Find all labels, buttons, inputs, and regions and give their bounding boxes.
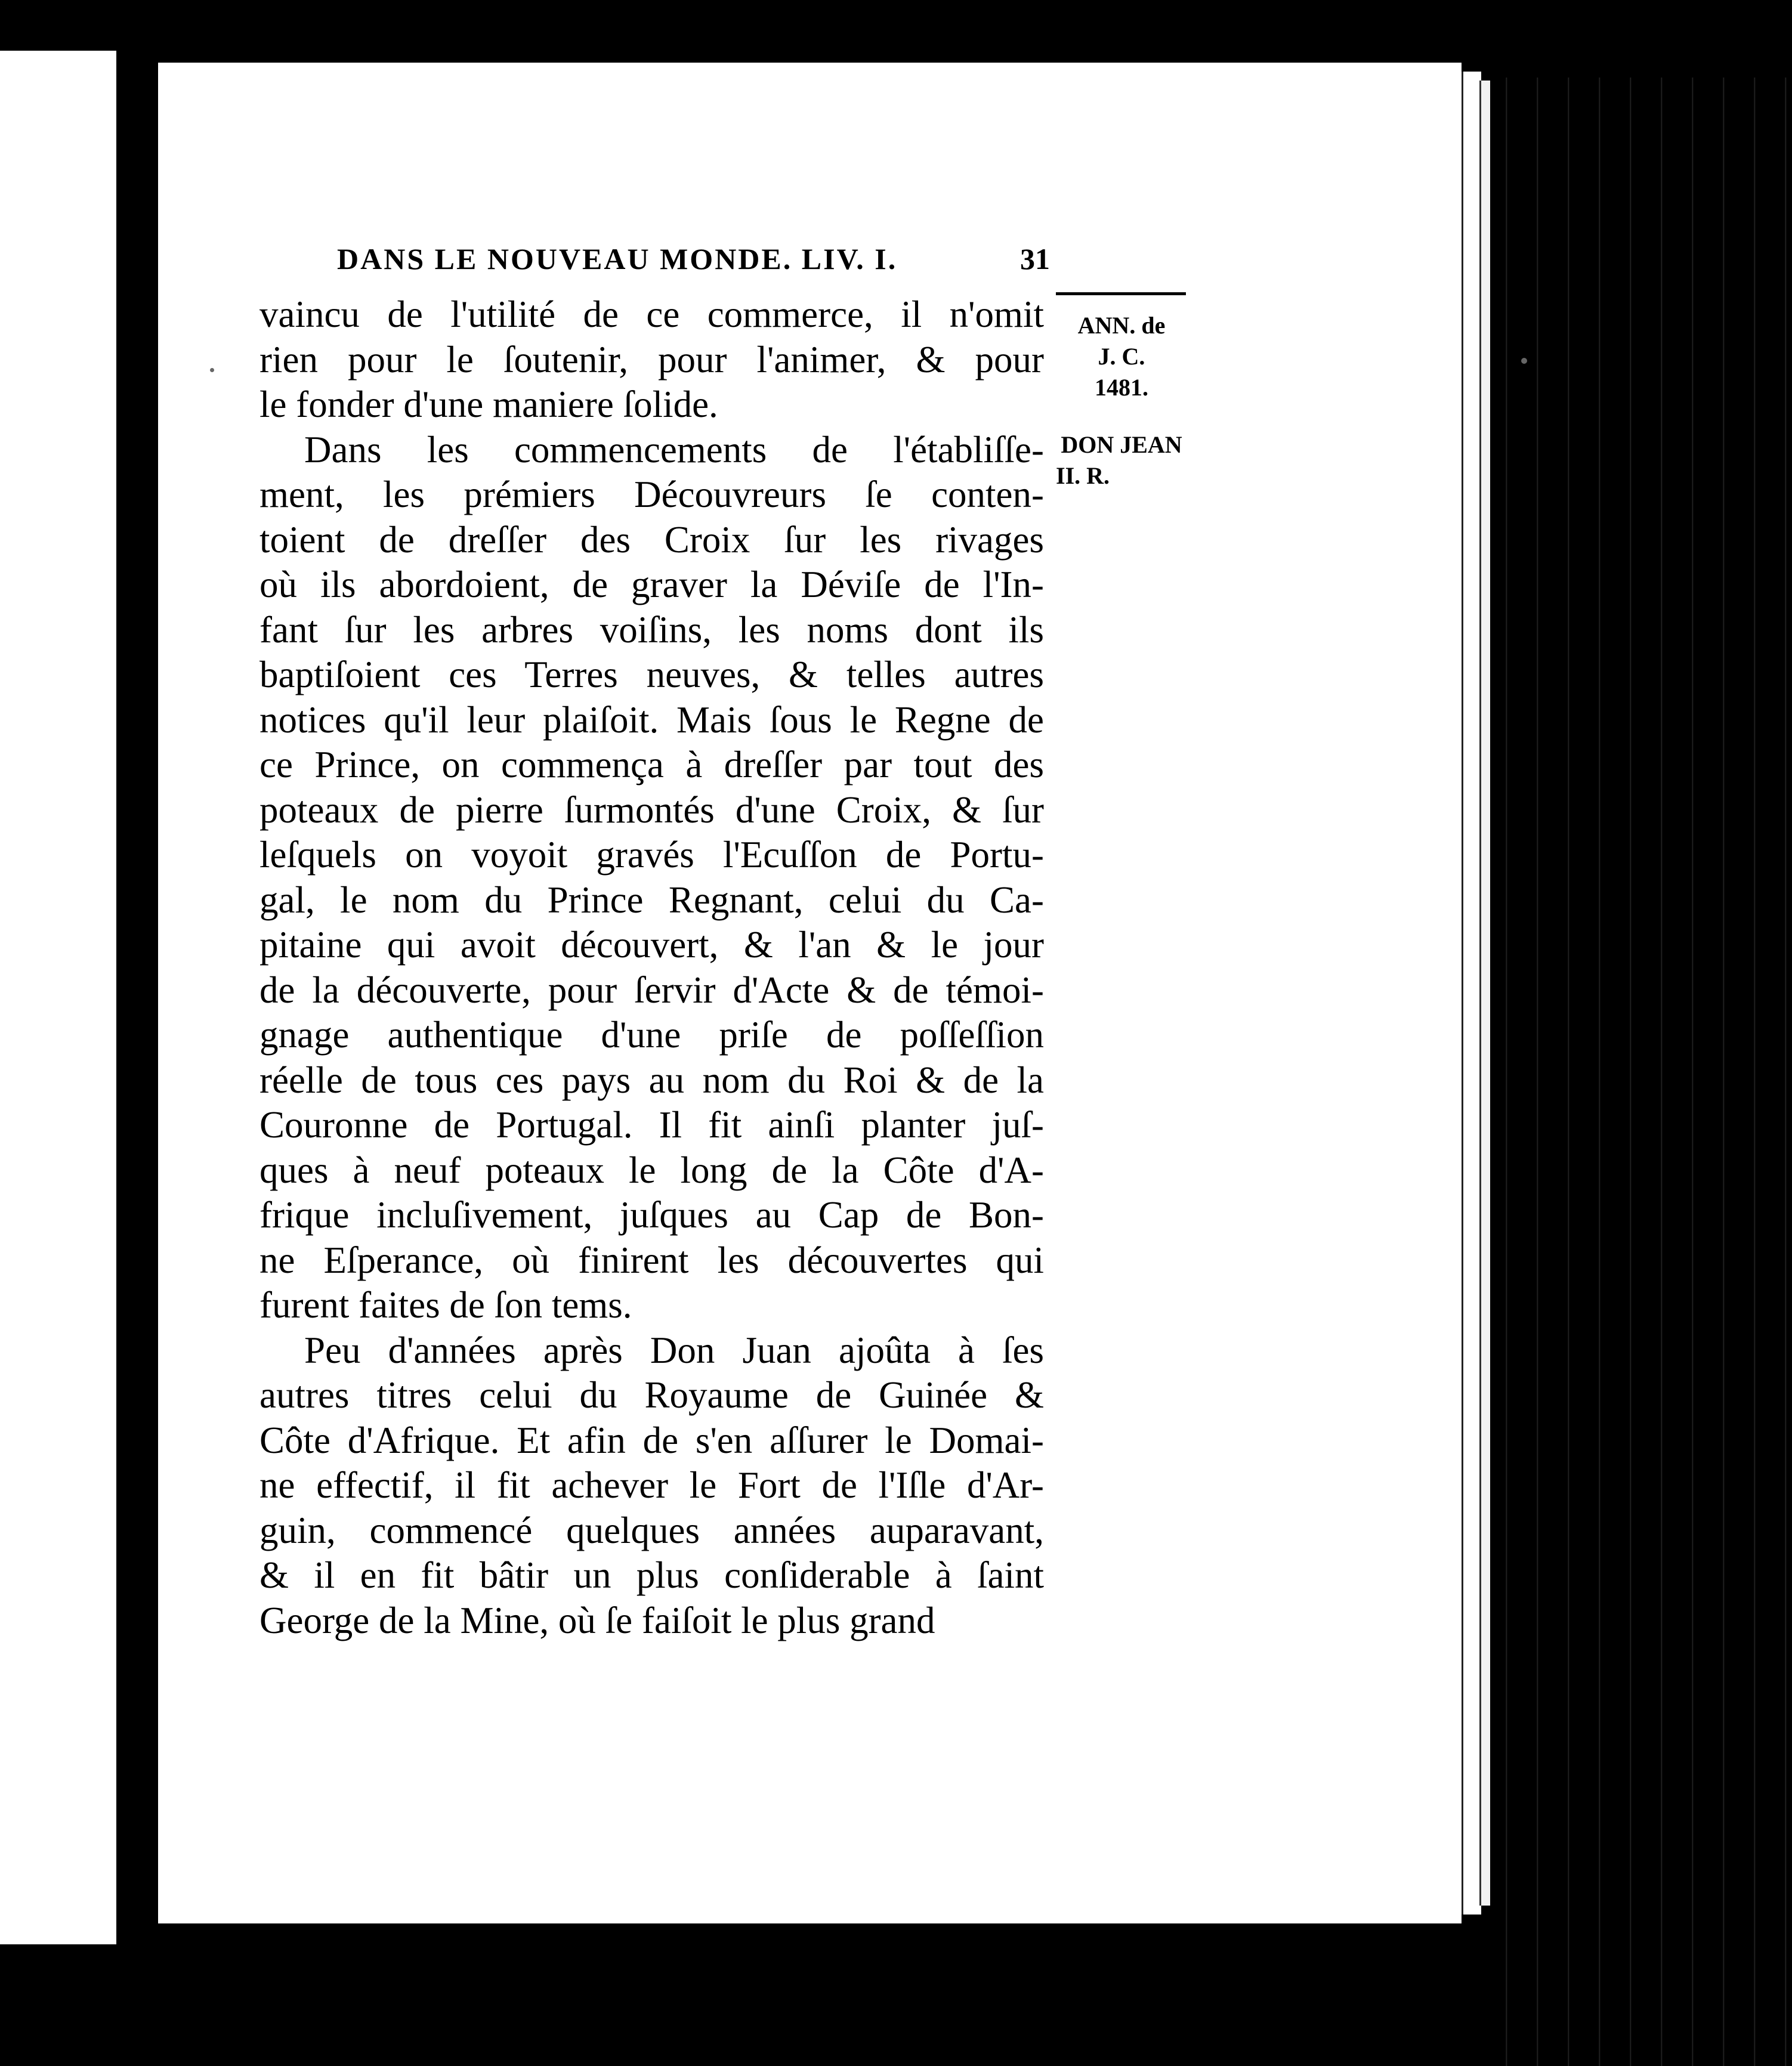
- margin-note-line: DON JEAN: [1061, 431, 1182, 458]
- text-line: réelle de tous ces pays au nom du Roi & de la: [259, 1059, 1044, 1101]
- text-line: pitaine qui avoit découvert, & l'an & le jour: [259, 924, 1044, 966]
- text-line: leſquels on voyoit gravés l'Ecuſſon de Portu-: [259, 834, 1044, 876]
- text-line: gal, le nom du Prince Regnant, celui du Ca-: [259, 879, 1044, 921]
- margin-note-line: ANN. de: [1077, 312, 1166, 339]
- text-line: toient de dreſſer des Croix ſur les rivages: [259, 518, 1044, 561]
- text-line: furent faites de ſon tems.: [259, 1284, 632, 1326]
- text-line: Côte d'Afrique. Et afin de s'en aſſurer le Domai-: [259, 1419, 1044, 1461]
- text-line: autres titres celui du Royaume de Guinée &: [259, 1374, 1044, 1416]
- text-line: vaincu de l'utilité de ce commerce, il n'omit: [259, 293, 1044, 335]
- speck: [1521, 358, 1527, 364]
- text-line: & il en fit bâtir un plus conſiderable à ſaint: [259, 1554, 1044, 1596]
- margin-note-year: [1053, 310, 1190, 403]
- text-line: ques à neuf poteaux le long de la Côte d'A-: [259, 1149, 1044, 1191]
- left-page-edge: [0, 51, 116, 1944]
- text-line: guin, commencé quelques années auparavant,: [259, 1509, 1044, 1551]
- text-line: poteaux de pierre ſurmontés d'une Croix, & ſur: [259, 788, 1044, 831]
- text-line: gnage authentique d'une priſe de poſſeſſion: [259, 1014, 1044, 1056]
- speck: [210, 368, 214, 372]
- header-rule: [1056, 292, 1186, 295]
- margin-note-line: 1481.: [1095, 374, 1148, 401]
- text-line: rien pour le ſoutenir, pour l'animer, & pour: [259, 338, 1044, 381]
- page-number: 31: [1020, 242, 1050, 276]
- book-gutter: [116, 0, 158, 2066]
- text-line: où ils abordoient, de graver la Déviſe de l'In-: [259, 564, 1044, 605]
- text-line: le fonder d'une maniere ſolide.: [259, 383, 718, 425]
- text-line: Dans les commencements de l'établiſſe-: [304, 428, 1044, 471]
- text-line: ne Eſperance, où finirent les découvertes qui: [259, 1239, 1044, 1281]
- margin-note-line: J. C.: [1098, 343, 1145, 370]
- text-line: de la découverte, pour ſervir d'Acte & de témoi-: [259, 969, 1044, 1011]
- text-line: ne effectif, il fit achever le Fort de l'Iſle d'Ar-: [259, 1464, 1044, 1506]
- body-text: [259, 292, 1044, 1643]
- text-line: frique incluſivement, juſques au Cap de Bon-: [259, 1194, 1044, 1236]
- margin-note-line: II. R.: [1056, 462, 1110, 489]
- text-line: ment, les prémiers Découvreurs ſe conten-: [259, 474, 1044, 515]
- margin-note-reign: [1053, 429, 1190, 491]
- text-line: notices qu'il leur plaiſoit. Mais ſous le Regne de: [259, 698, 1044, 741]
- book-block-pages: [1490, 78, 1792, 2066]
- running-header: [337, 242, 1050, 276]
- page-edge: [1462, 72, 1481, 1915]
- text-line: Peu d'années après Don Juan ajoûta à ſes: [304, 1329, 1044, 1371]
- running-title: DANS LE NOUVEAU MONDE. LIV. I.: [337, 242, 898, 276]
- text-line: fant ſur les arbres voiſins, les noms dont ils: [259, 608, 1044, 651]
- text-line: George de la Mine, où ſe faiſoit le plus grand: [259, 1599, 935, 1641]
- text-line: baptiſoient ces Terres neuves, & telles autres: [259, 654, 1044, 695]
- text-line: Couronne de Portugal. Il fit ainſi planter juſ-: [259, 1104, 1044, 1146]
- text-line: ce Prince, on commença à dreſſer par tout des: [259, 744, 1044, 785]
